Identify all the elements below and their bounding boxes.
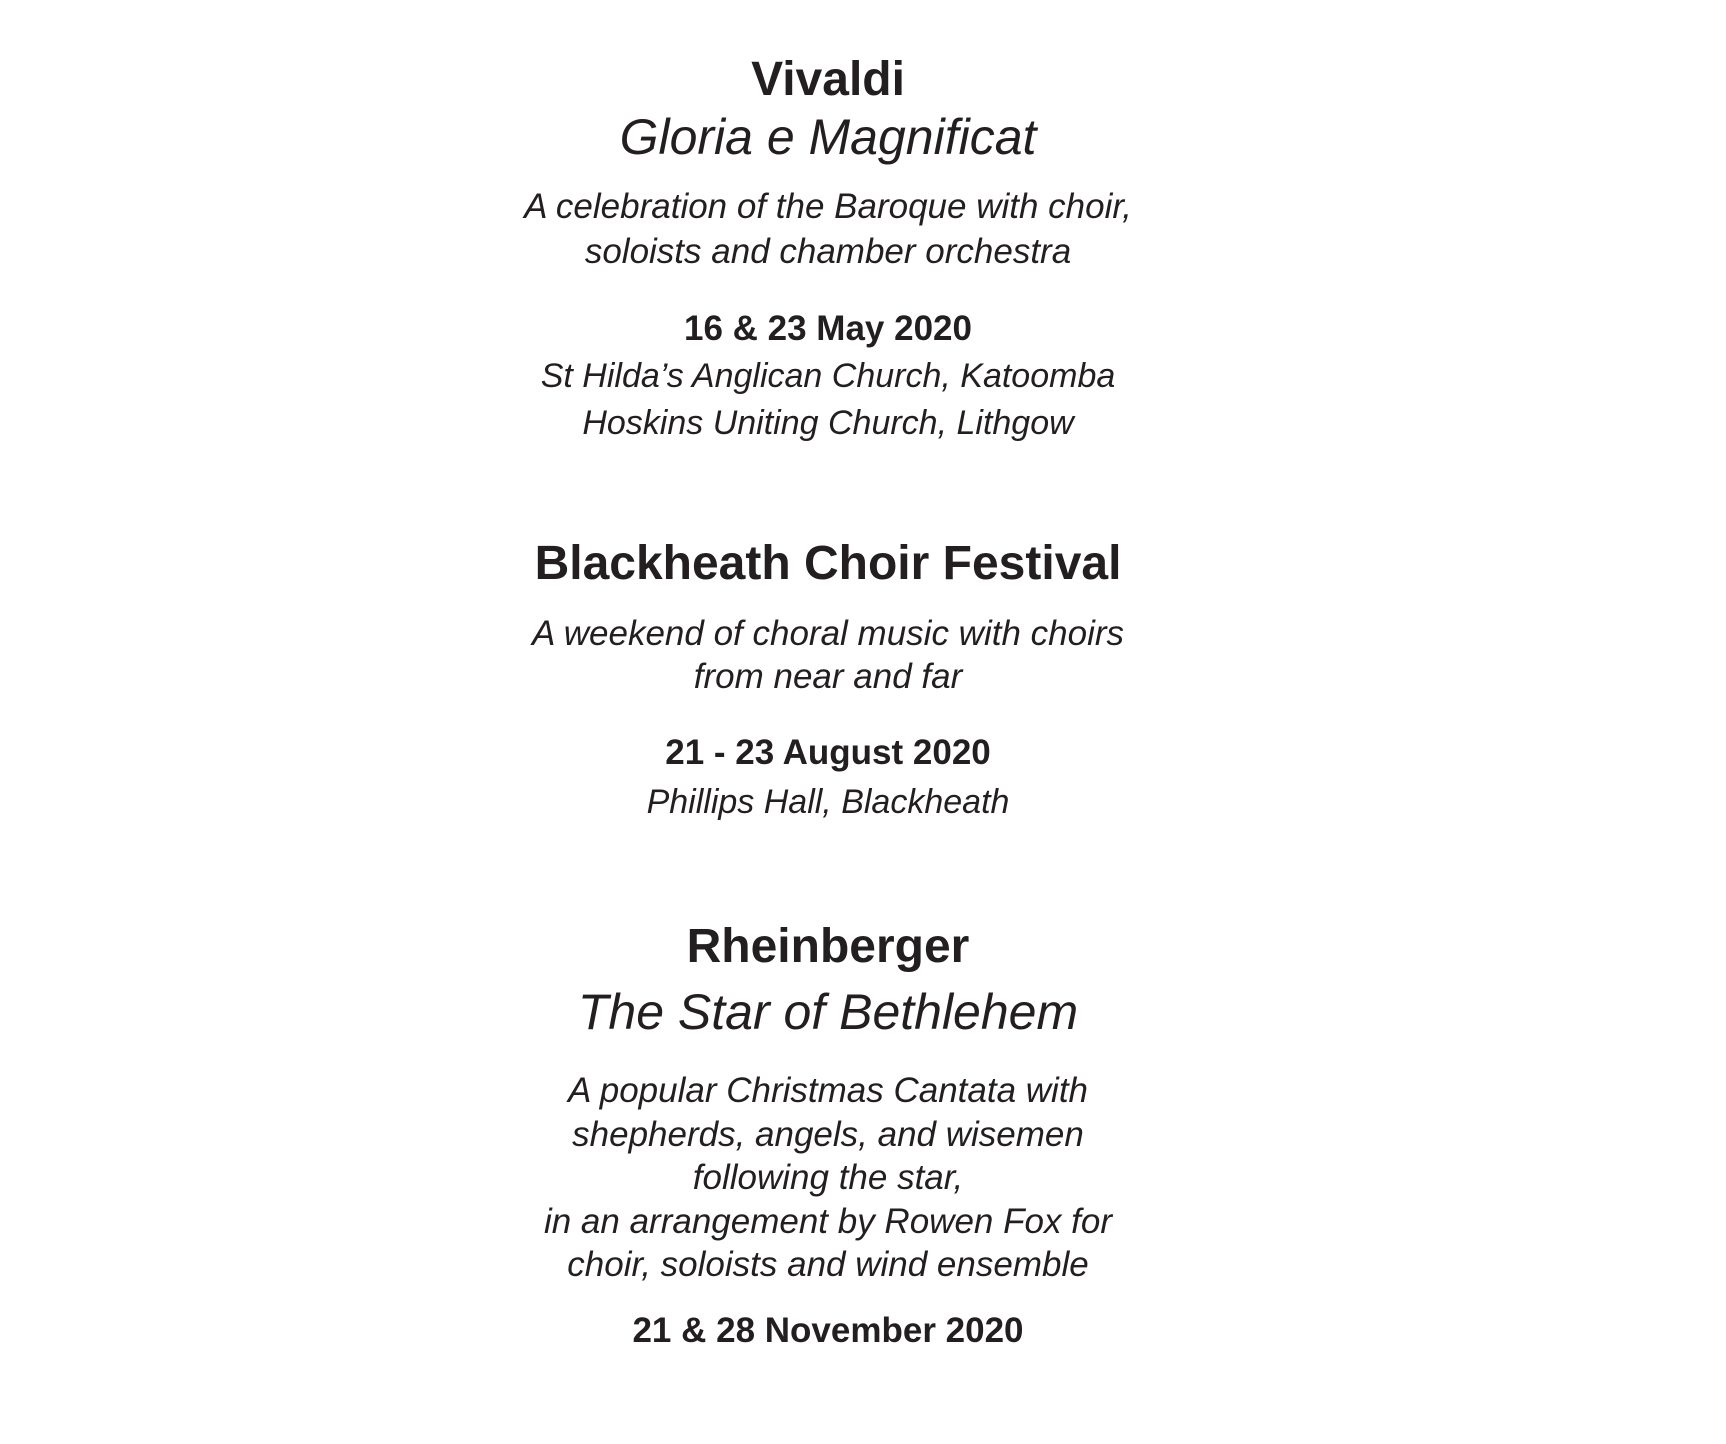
event-title: Blackheath Choir Festival <box>534 537 1122 590</box>
event-date: 21 - 23 August 2020 <box>665 733 991 772</box>
event-date: 16 & 23 May 2020 <box>684 309 972 348</box>
event-description-line: choir, soloists and wind ensemble <box>567 1245 1089 1284</box>
event-venue: Hoskins Uniting Church, Lithgow <box>582 404 1074 442</box>
event-description-line: soloists and chamber orchestra <box>584 232 1072 271</box>
event-description-line: from near and far <box>693 657 963 696</box>
event-description-line: in an arrangement by Rowen Fox for <box>543 1202 1113 1241</box>
event-subtitle: The Star of Bethlehem <box>577 984 1079 1040</box>
event-description-line: A weekend of choral music with choirs <box>531 614 1124 653</box>
event-subtitle: Gloria e Magnificat <box>619 109 1037 165</box>
event-date: 21 & 28 November 2020 <box>632 1311 1024 1350</box>
event-description-line: A celebration of the Baroque with choir, <box>524 187 1132 226</box>
event-description-line: shepherds, angels, and wisemen <box>572 1115 1084 1154</box>
event-title: Vivaldi <box>751 53 905 106</box>
event-venue: St Hilda’s Anglican Church, Katoomba <box>540 357 1116 395</box>
event-title: Rheinberger <box>686 920 970 973</box>
event-description-line: following the star, <box>692 1158 964 1197</box>
event-description-line: A popular Christmas Cantata with <box>567 1071 1089 1110</box>
event-venue: Phillips Hall, Blackheath <box>646 783 1010 821</box>
